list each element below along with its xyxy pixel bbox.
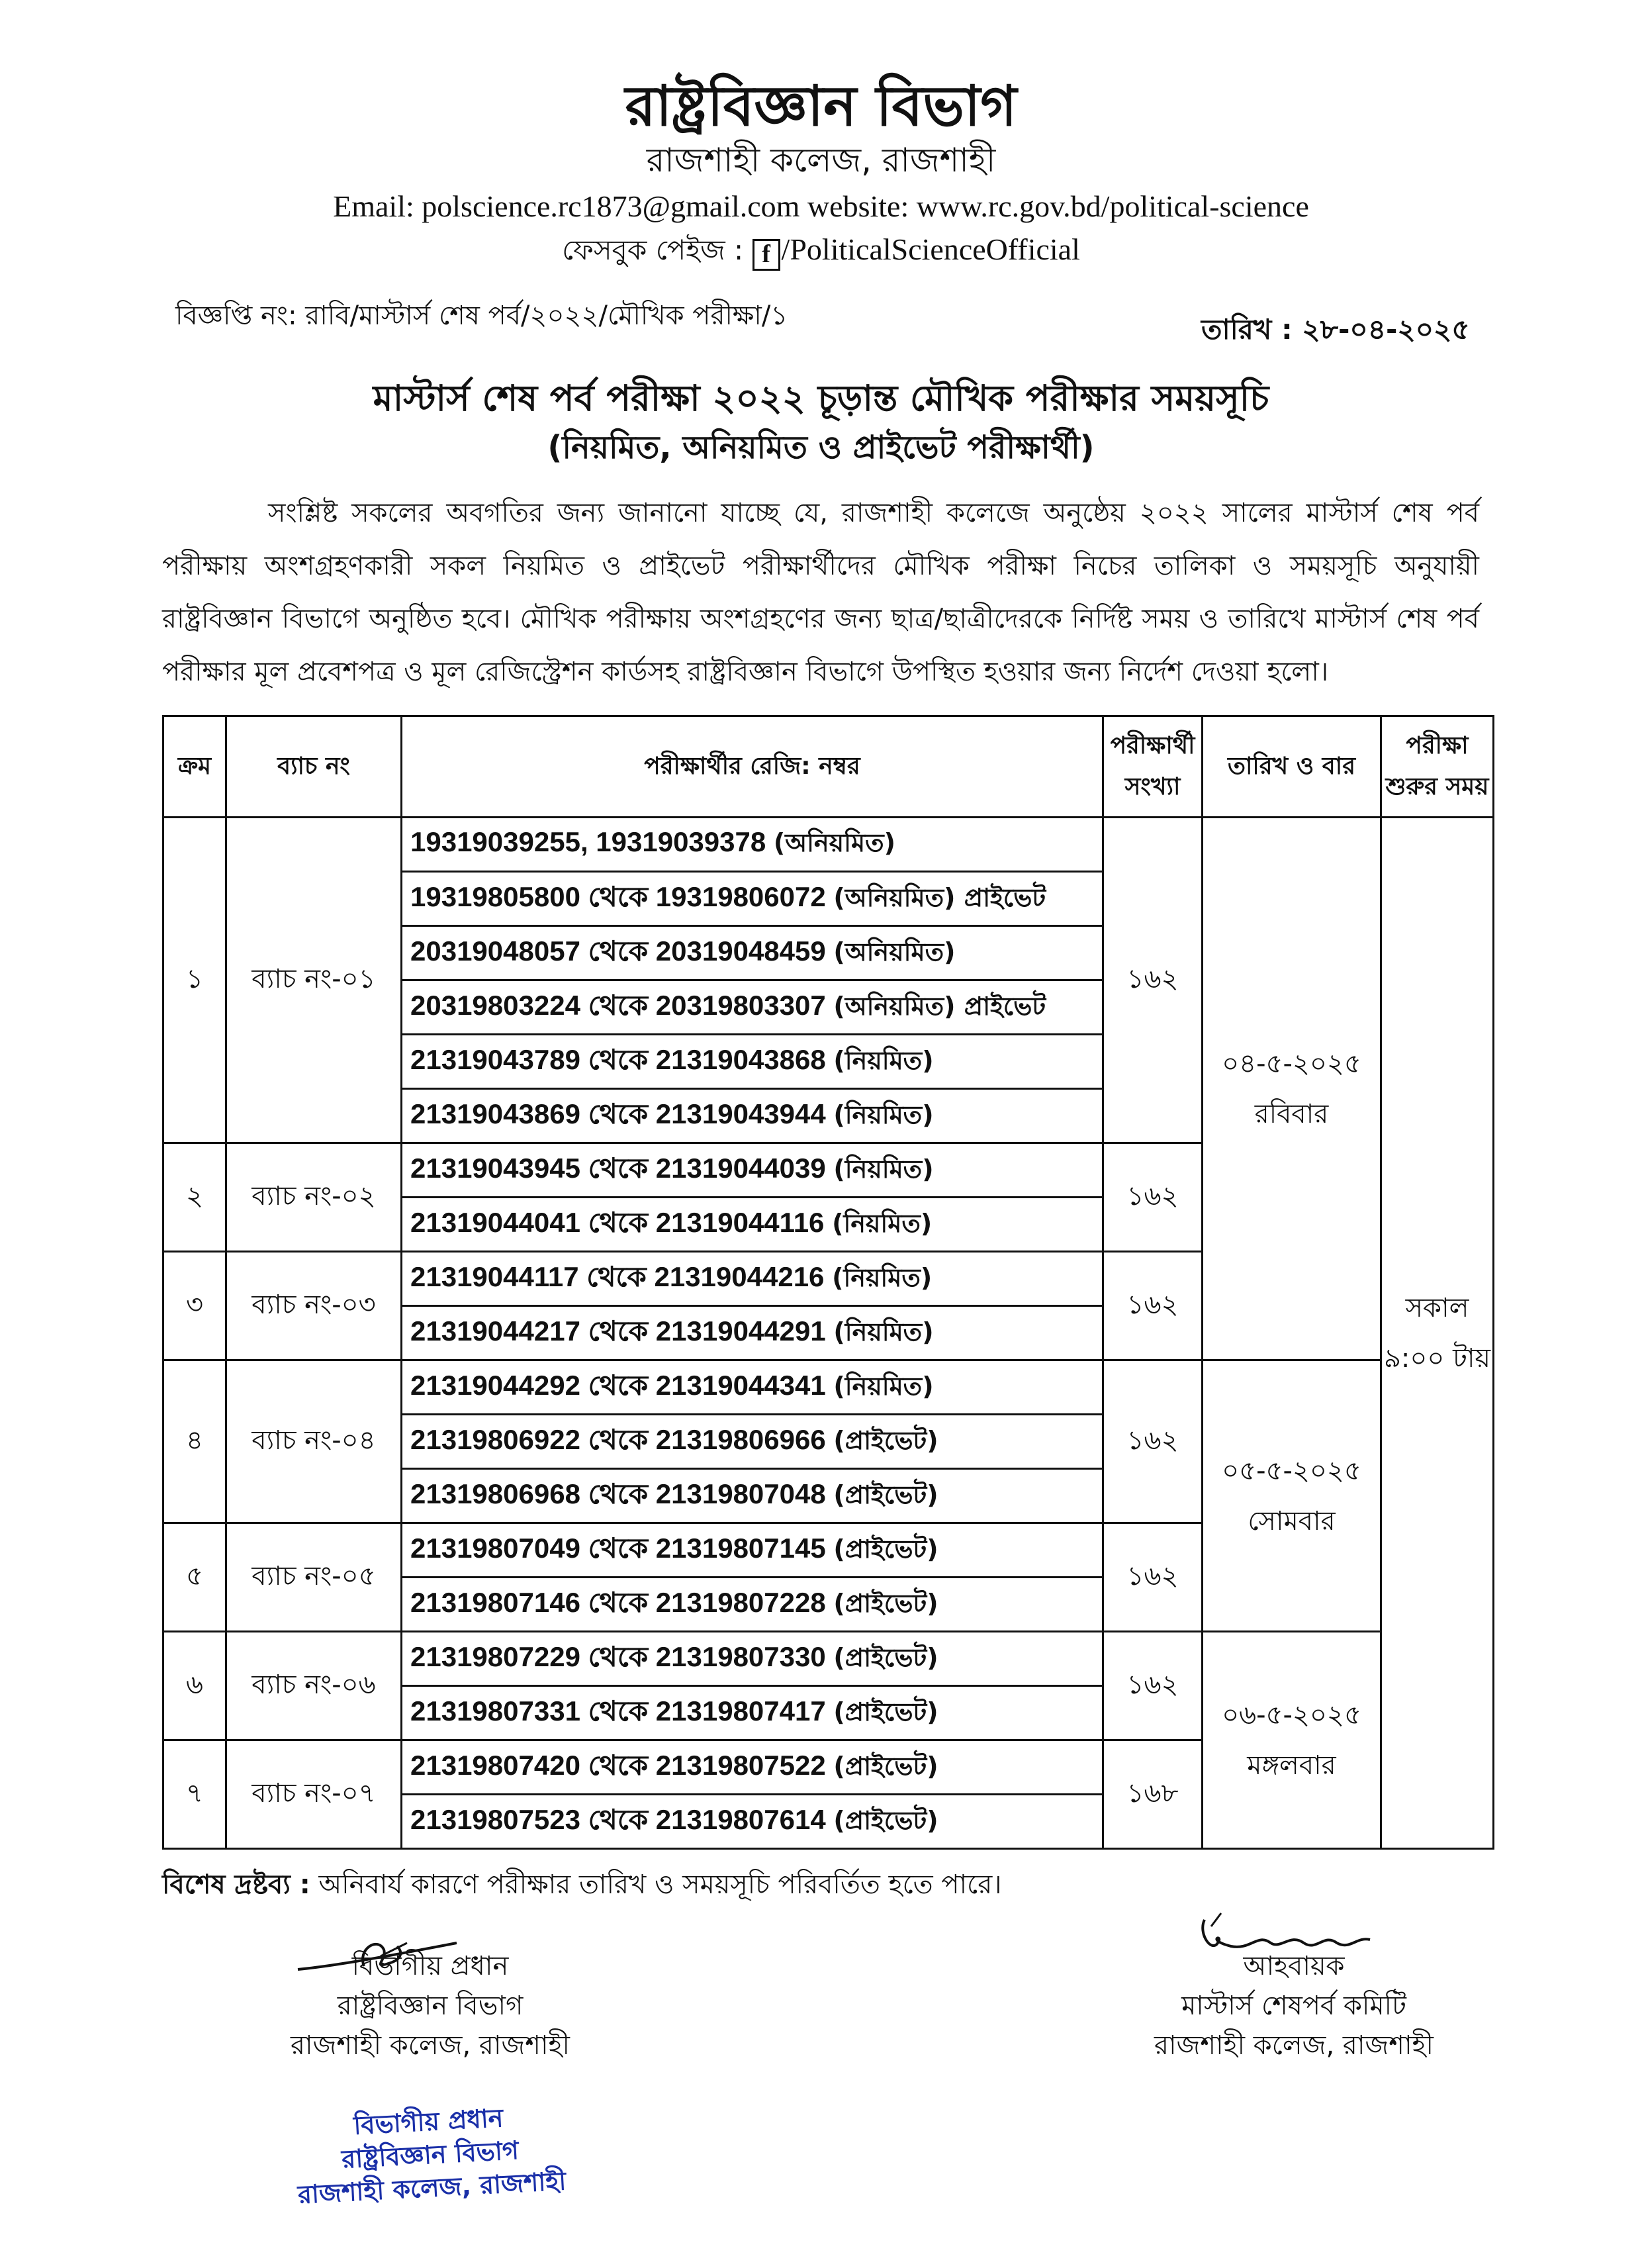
reg-cell xyxy=(402,872,1103,926)
serial-cell: ৬ xyxy=(163,1632,226,1740)
reg-status-note: (প্রাইভেট) xyxy=(833,1535,938,1564)
left-signatory-title: বিভাগীয় প্রধান xyxy=(351,1951,509,1981)
reg-number-range: 21319807331 থেকে 21319807417 xyxy=(410,1695,826,1726)
reg-number-range: 20319048057 থেকে 20319048459 xyxy=(410,935,826,967)
special-note-text: অনিবার্য কারণে পরীক্ষার তারিখ ও সময়সূচি পরিবর্তিত হতে পারে। xyxy=(318,1869,1002,1900)
reg-cell xyxy=(402,1632,1103,1686)
special-note xyxy=(162,1864,1002,1908)
serial-cell: ৫ xyxy=(163,1523,226,1632)
batch-cell: ব্যাচ নং-০৪ xyxy=(226,1360,402,1523)
reg-cell xyxy=(402,1740,1103,1795)
reg-cell xyxy=(402,1035,1103,1089)
table-row xyxy=(163,818,1494,872)
count-cell: ১৬২ xyxy=(1103,1252,1203,1360)
right-signatory-title: আহবায়ক xyxy=(1243,1951,1345,1981)
notice-number: বিজ্ঞপ্তি নং: রাবি/মাস্টার্স শেষ পর্ব/২০২২/মৌখিক পরীক্ষা/১ xyxy=(175,301,788,331)
count-cell: ১৬২ xyxy=(1103,1360,1203,1523)
reg-number-range: 21319806968 থেকে 21319807048 xyxy=(410,1478,826,1509)
reg-number-range: 21319044041 থেকে 21319044116 xyxy=(410,1207,825,1238)
batch-cell: ব্যাচ নং-০৬ xyxy=(226,1632,402,1740)
serial-cell: ১ xyxy=(163,818,226,1143)
reg-cell xyxy=(402,980,1103,1035)
serial-cell: ৭ xyxy=(163,1740,226,1849)
intro-paragraph: সংশ্লিষ্ট সকলের অবগতির জন্য জানানো যাচ্ছে যে, রাজশাহী কলেজে অনুষ্ঠেয় ২০২২ সালের মাস্টার্স শেষ পর্ব পরীক্ষায় অংশগ্রহণকারী সকল নিয়মিত ও প্রাইভেট পরীক্ষার্থীদের মৌখিক পরীক্ষা নিচের তালিকা ও সময়সূচি অনুযায়ী রাষ্ট্রবিজ্ঞান বিভাগে অনুষ্ঠিত হবে। মৌখিক পরীক্ষায় অংশগ্রহণের জন্য ছাত্র/ছাত্রীদেরকে নির্দিষ্ট সময় ও তারিখে মাস্টার্স শেষ পর্ব পরীক্ষার মূল প্রবেশপত্র ও মূল রেজিস্ট্রেশন কার্ডসহ রাষ্ট্রবিজ্ঞান বিভাগে উপস্থিত হওয়ার জন্য নির্দেশ দেওয়া হলো। xyxy=(162,498,1479,687)
exam-day: রবিবার xyxy=(1254,1098,1329,1129)
reg-number-range: 21319807146 থেকে 21319807228 xyxy=(410,1587,826,1618)
reg-number-range: 21319043869 থেকে 21319043944 xyxy=(410,1098,826,1129)
facebook-label: ফেসবুক পেইজ : xyxy=(562,234,744,266)
batch-cell: ব্যাচ নং-০৭ xyxy=(226,1740,402,1849)
right-signatory xyxy=(1085,1946,1502,2065)
header-batch: ব্যাচ নং xyxy=(226,716,402,818)
right-signatory-college: রাজশাহী কলেজ, রাজশাহী xyxy=(1154,2030,1434,2061)
header-time-line1: পরীক্ষা xyxy=(1406,732,1469,759)
stamp-line-3: রাজশাহী কলেজ, রাজশাহী xyxy=(296,2166,567,2210)
reg-cell xyxy=(402,1089,1103,1143)
count-cell: ১৬৮ xyxy=(1103,1740,1203,1849)
reg-status-note: (নিয়মিত) xyxy=(833,1046,934,1075)
contact-line: Email: polscience.rc1873@gmail.com website: www.rc.gov.bd/political-science xyxy=(333,189,1309,223)
department-stamp xyxy=(216,2094,645,2215)
reg-status-note: (প্রাইভেট) xyxy=(833,1426,938,1455)
special-note-label: বিশেষ দ্রষ্টব্য : xyxy=(162,1869,310,1900)
reg-cell xyxy=(402,926,1103,980)
exam-date: ০৫-৫-২০২৫ xyxy=(1222,1455,1361,1486)
facebook-icon: f xyxy=(753,239,780,271)
batch-cell: ব্যাচ নং-০১ xyxy=(226,818,402,1143)
reg-cell xyxy=(402,1360,1103,1415)
schedule-title: মাস্টার্স শেষ পর্ব পরীক্ষা ২০২২ চূড়ান্ত মৌখিক পরীক্ষার সময়সূচি xyxy=(373,377,1269,419)
left-signatory-college: রাজশাহী কলেজ, রাজশাহী xyxy=(290,2030,570,2061)
header-count-line1: পরীক্ষার্থী xyxy=(1110,732,1195,759)
stamp-line-1: বিভাগীয় প্রধান xyxy=(353,2103,504,2140)
exam-day: মঙ্গলবার xyxy=(1247,1750,1336,1781)
reg-cell xyxy=(402,1523,1103,1578)
reg-number-range: 20319803224 থেকে 20319803307 xyxy=(410,990,826,1021)
reg-status-note: (অনিয়মিত) প্রাইভেট xyxy=(833,992,1046,1021)
reg-cell xyxy=(402,1686,1103,1740)
reg-number-range: 21319043789 থেকে 21319043868 xyxy=(410,1044,826,1075)
reg-status-note: (নিয়মিত) xyxy=(833,1372,934,1401)
left-signatory-dept: রাষ্ট্রবিজ্ঞান বিভাগ xyxy=(337,1991,524,2021)
reg-number-range: 21319043945 থেকে 21319044039 xyxy=(410,1153,826,1184)
reg-cell xyxy=(402,1578,1103,1632)
reg-status-note: (নিয়মিত) xyxy=(833,1155,934,1184)
serial-cell: ৩ xyxy=(163,1252,226,1360)
reg-number-range: 21319807229 থেকে 21319807330 xyxy=(410,1641,826,1672)
reg-cell xyxy=(402,1143,1103,1198)
notice-date: তারিখ : ২৮-০৪-২০২৫ xyxy=(1201,313,1470,346)
reg-number-range: 21319807420 থেকে 21319807522 xyxy=(410,1750,826,1781)
left-signatory xyxy=(218,1946,642,2065)
reg-number-range: 21319807523 থেকে 21319807614 xyxy=(410,1804,826,1835)
header-count-line2: সংখ্যা xyxy=(1124,773,1181,800)
header-serial: ক্রম xyxy=(163,716,226,818)
reg-number-range: 21319044117 থেকে 21319044216 xyxy=(410,1261,825,1292)
reg-cell xyxy=(402,1198,1103,1252)
reg-status-note: (অনিয়মিত) প্রাইভেট xyxy=(833,883,1046,912)
reg-cell xyxy=(402,1469,1103,1523)
batch-cell: ব্যাচ নং-০৩ xyxy=(226,1252,402,1360)
schedule-body xyxy=(163,818,1494,1849)
reg-number-range: 21319807049 থেকে 21319807145 xyxy=(410,1533,826,1564)
table-header-row xyxy=(163,716,1494,818)
reg-status-note: (প্রাইভেট) xyxy=(833,1480,938,1509)
reg-cell xyxy=(402,1415,1103,1469)
start-time-line2: ৯:০০ টায় xyxy=(1383,1343,1491,1374)
reg-number-range: 21319806922 থেকে 21319806966 xyxy=(410,1424,826,1455)
reg-status-note: (প্রাইভেট) xyxy=(833,1643,938,1672)
reg-status-note: (প্রাইভেট) xyxy=(833,1752,938,1781)
reg-status-note: (অনিয়মিত) xyxy=(833,937,956,967)
facebook-line xyxy=(0,228,1642,275)
reg-number-range: 21319044292 থেকে 21319044341 xyxy=(410,1370,826,1401)
reg-number-range: 19319039255, 19319039378 xyxy=(410,826,766,857)
header-time xyxy=(1381,716,1494,818)
reg-status-note: (নিয়মিত) xyxy=(833,1100,934,1129)
header-date: তারিখ ও বার xyxy=(1203,716,1381,818)
department-title: রাষ্ট্রবিজ্ঞান বিভাগ xyxy=(625,73,1017,138)
college-name: রাজশাহী কলেজ, রাজশাহী xyxy=(646,141,996,179)
reg-status-note: (প্রাইভেট) xyxy=(833,1697,938,1726)
reg-status-note: (প্রাইভেট) xyxy=(833,1589,938,1618)
facebook-page-name: /PoliticalScienceOfficial xyxy=(781,232,1080,266)
right-signatory-committee: মাস্টার্স শেষপর্ব কমিটি xyxy=(1181,1991,1406,2021)
reg-status-note: (নিয়মিত) xyxy=(832,1209,933,1238)
stamp-line-2: রাষ্ট্রবিজ্ঞান বিভাগ xyxy=(341,2136,520,2174)
count-cell: ১৬২ xyxy=(1103,1143,1203,1252)
batch-cell: ব্যাচ নং-০৫ xyxy=(226,1523,402,1632)
schedule-table xyxy=(162,715,1494,1850)
schedule-subtitle: (নিয়মিত, অনিয়মিত ও প্রাইভেট পরীক্ষার্থী) xyxy=(547,429,1095,466)
header-reg: পরীক্ষার্থীর রেজি: নম্বর xyxy=(402,716,1103,818)
header-time-line2: শুরুর সময় xyxy=(1385,773,1489,800)
reg-status-note: (প্রাইভেট) xyxy=(833,1806,938,1835)
table-row xyxy=(163,1360,1494,1415)
reg-status-note: (নিয়মিত) xyxy=(832,1263,933,1292)
date-cell xyxy=(1203,1360,1381,1632)
date-cell xyxy=(1203,818,1381,1360)
count-cell: ১৬২ xyxy=(1103,1523,1203,1632)
batch-cell: ব্যাচ নং-০২ xyxy=(226,1143,402,1252)
reg-number-range: 21319044217 থেকে 21319044291 xyxy=(410,1315,826,1347)
reg-status-note: (নিয়মিত) xyxy=(833,1317,934,1347)
reg-cell xyxy=(402,1306,1103,1360)
header-count xyxy=(1103,716,1203,818)
table-row xyxy=(163,1632,1494,1686)
count-cell: ১৬২ xyxy=(1103,1632,1203,1740)
serial-cell: ৪ xyxy=(163,1360,226,1523)
reg-number-range: 19319805800 থেকে 19319806072 xyxy=(410,881,826,912)
start-time-line1: সকাল xyxy=(1405,1292,1469,1323)
reg-cell xyxy=(402,818,1103,872)
reg-status-note: (অনিয়মিত) xyxy=(773,827,895,857)
reg-cell xyxy=(402,1795,1103,1849)
serial-cell: ২ xyxy=(163,1143,226,1252)
start-time-cell xyxy=(1381,818,1494,1849)
exam-day: সোমবার xyxy=(1248,1505,1336,1536)
count-cell: ১৬২ xyxy=(1103,818,1203,1143)
exam-date: ০৬-৫-২০২৫ xyxy=(1222,1699,1361,1730)
reg-cell xyxy=(402,1252,1103,1306)
exam-date: ০৪-৫-২০২৫ xyxy=(1222,1048,1361,1079)
date-cell xyxy=(1203,1632,1381,1849)
